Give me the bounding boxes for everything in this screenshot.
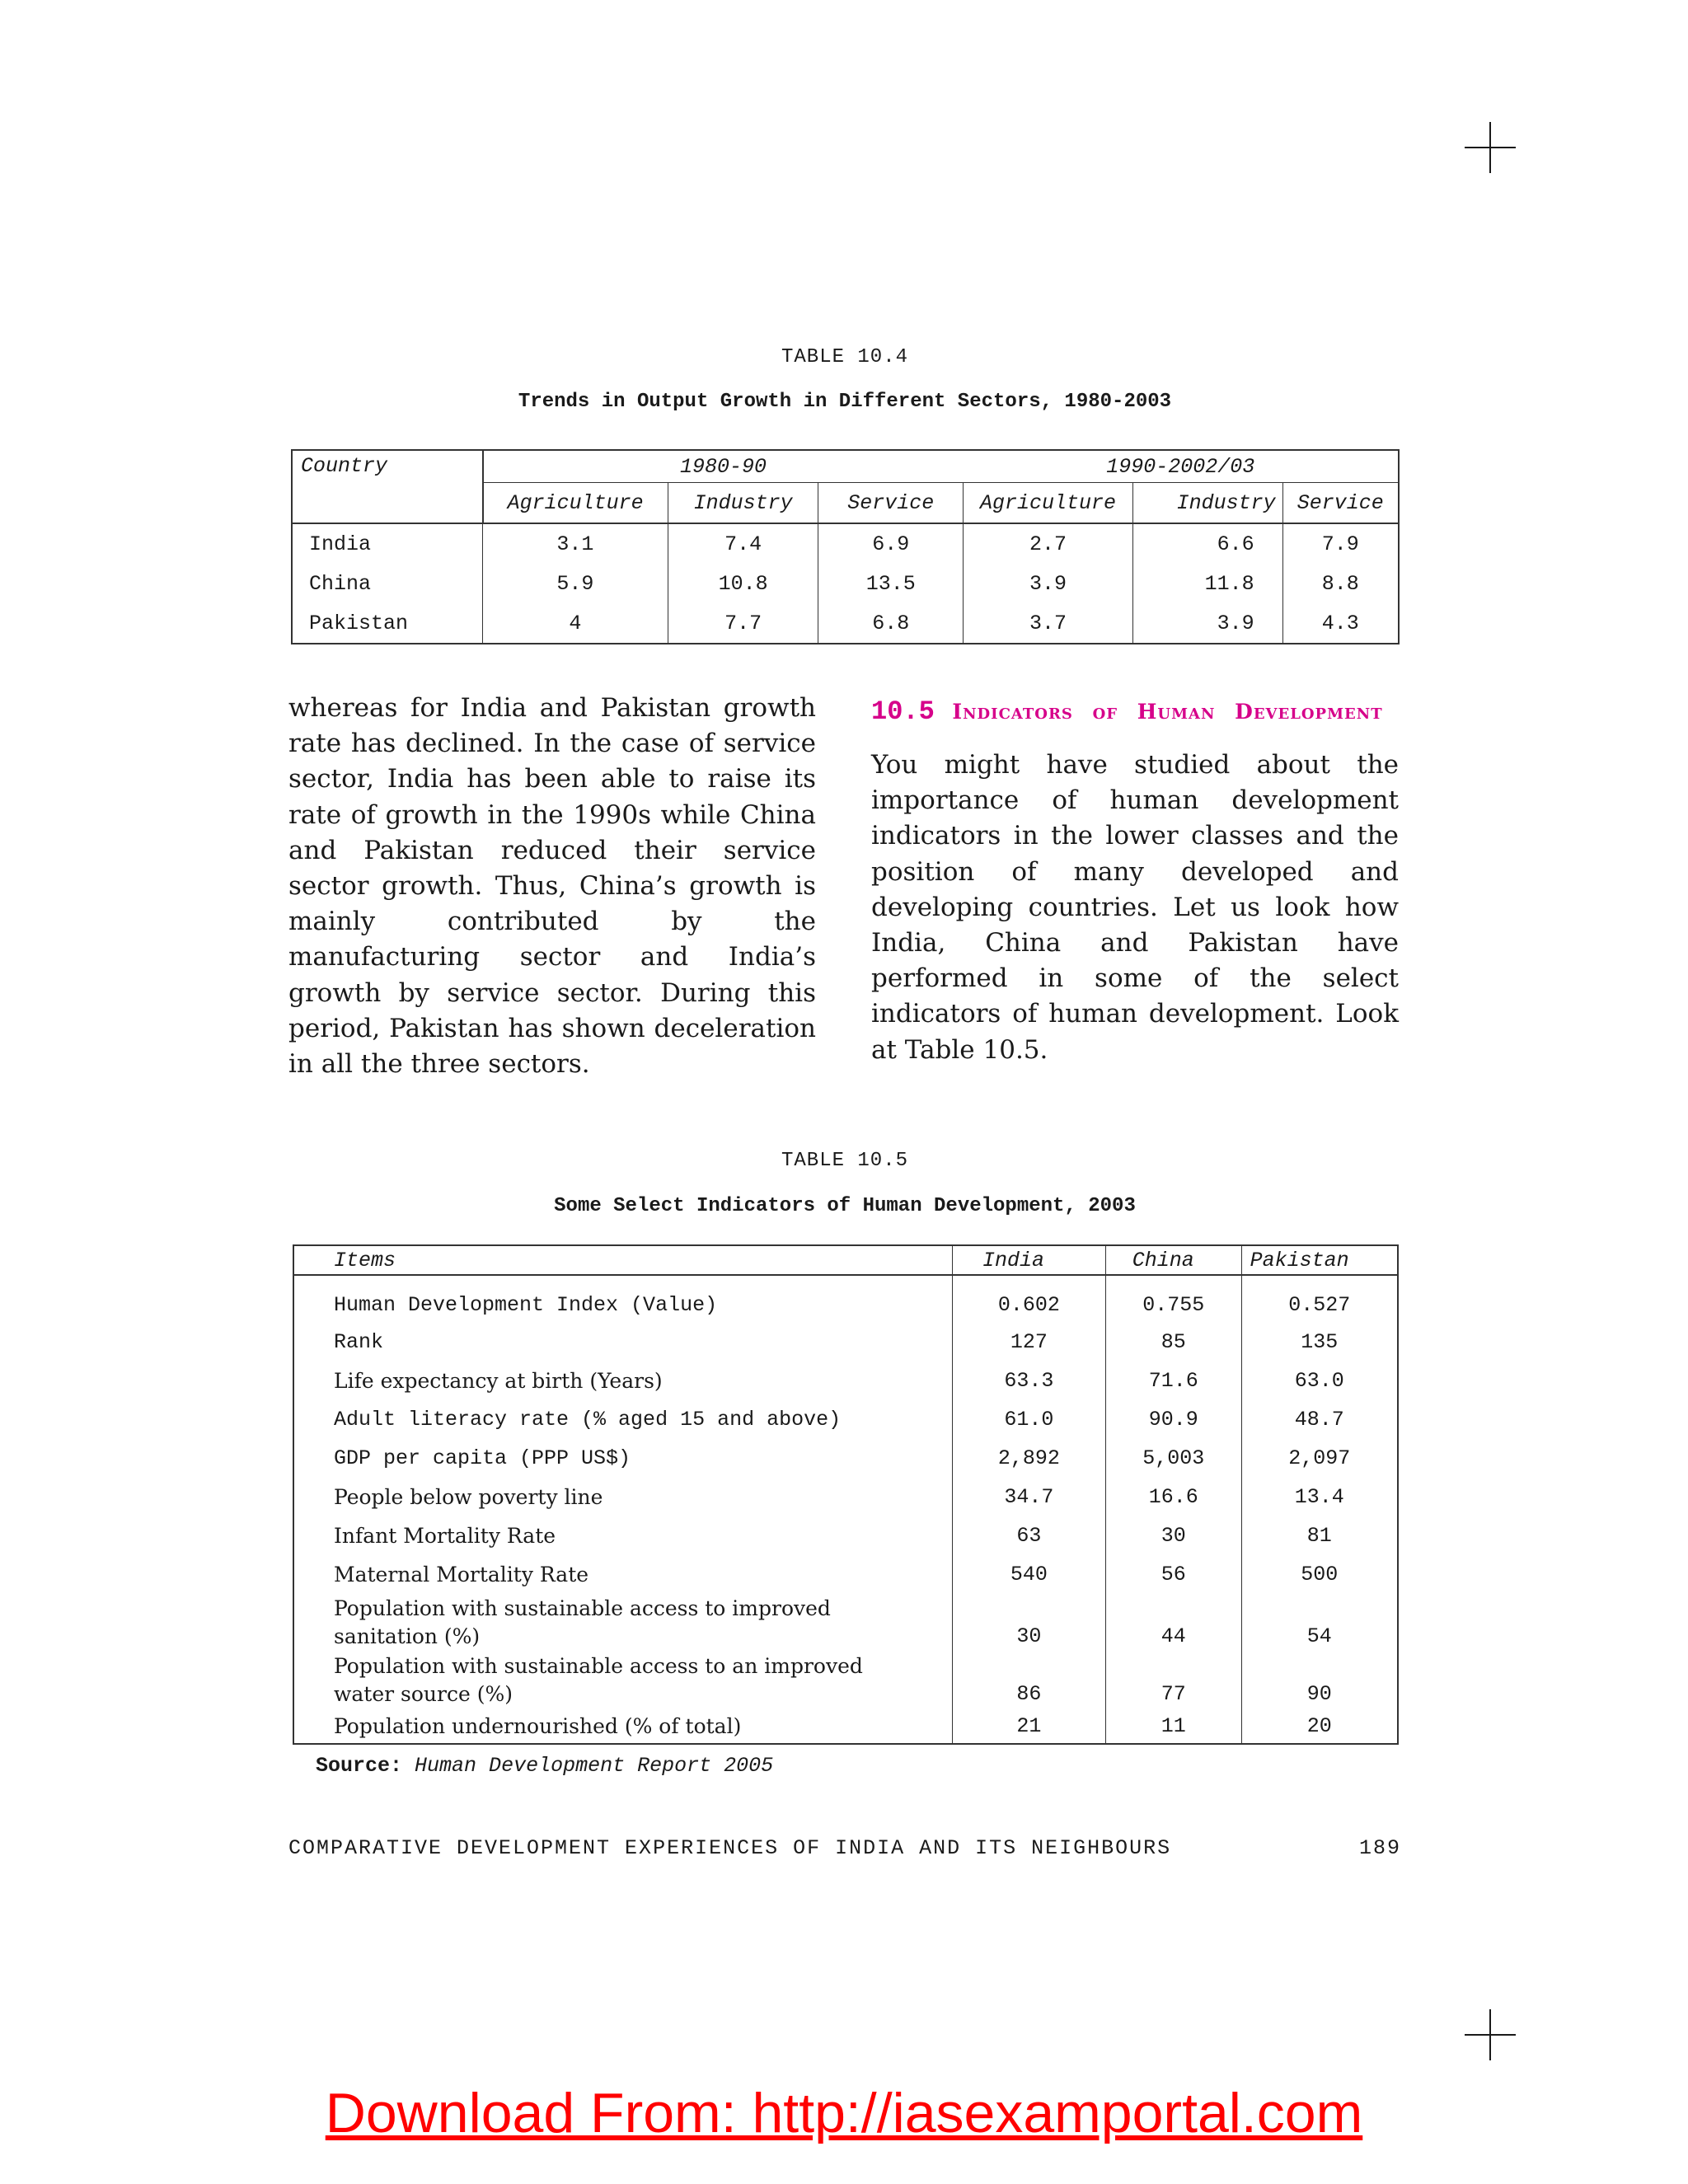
table-10-4-label: TABLE 10.4 [781,346,909,368]
table-row [292,603,1399,644]
china-value: 71.6 [1105,1361,1241,1400]
section-paragraph: You might have studied about the importance of human development indicators in the lower classes and the position of many developed and developing countries. Let us look how India, China and Pakistan have performed in some of the select indicators of human development. Look at Table 10.5. [871,750,1399,1065]
india-value: 540 [953,1555,1106,1594]
value-cell: 11.8 [1132,564,1282,603]
item-label: Population undernourished (% of total) [293,1709,953,1744]
value-cell: 10.8 [668,564,818,603]
table-row [293,1652,1398,1709]
item-label: Life expectancy at birth (Years) [293,1361,953,1400]
table-row [293,1439,1398,1478]
value-cell: 3.1 [483,523,668,564]
china-value: 5,003 [1105,1439,1241,1478]
value-cell: 7.9 [1321,532,1359,556]
value-cell: 4.3 [1321,611,1359,635]
period-header-1980-90: 1980-90 [680,454,767,479]
india-header: India [953,1245,1106,1275]
pakistan-value: 20 [1306,1714,1332,1738]
item-label: Population with sustainable access to an improved water source (%) [293,1652,953,1709]
table-row [293,1516,1398,1555]
pakistan-value: 63.0 [1294,1369,1344,1393]
table-10-4-title: Trends in Output Growth in Different Sectors, 1980-2003 [518,391,1172,413]
item-label: Maternal Mortality Rate [293,1555,953,1594]
value-cell: 4 [483,603,668,644]
download-link[interactable]: Download From: http://iasexamportal.com [325,2082,1363,2144]
items-header: Items [293,1245,953,1275]
pakistan-value: 500 [1301,1563,1339,1586]
page-number: 189 [1358,1836,1401,1860]
value-cell: 6.6 [1132,523,1282,564]
section-title: Indicators of Human Development [952,700,1383,724]
subheader-industry: Industry [668,483,818,524]
table-row [293,1594,1398,1652]
pakistan-value: 54 [1306,1624,1332,1648]
period-header-1990-2002: 1990-2002/03 [1106,454,1255,479]
left-column-paragraph: whereas for India and Pakistan growth rate has declined. In the case of service sector, India has been able to raise its rate of growth in the 1990s while China and Pakistan reduced their service sector growth. Thus, China’s growth is mainly contributed by the manufacturing sector and India’s growth by service sector. During this period, Pakistan has shown deceleration in all the three sectors. [288,693,816,1080]
section-heading [871,696,1399,727]
subheader-service: Service [1296,490,1384,515]
table-row [293,1323,1398,1361]
china-value: 16.6 [1105,1478,1241,1516]
pakistan-value: 13.4 [1294,1485,1344,1509]
china-value: 30 [1105,1516,1241,1555]
subheader-agriculture: Agriculture [483,483,668,524]
subheader-agriculture: Agriculture [964,483,1133,524]
item-label: Population with sustainable access to improved sanitation (%) [293,1594,953,1652]
source-label: Source: [316,1754,403,1778]
india-value: 63 [953,1516,1106,1555]
pakistan-value: 90 [1306,1682,1332,1706]
china-value: 44 [1105,1594,1241,1652]
item-label: People below poverty line [293,1478,953,1516]
value-cell: 8.8 [1321,571,1359,596]
table-row [293,1478,1398,1516]
item-label: Adult literacy rate (% aged 15 and above) [293,1400,953,1439]
subheader-industry: Industry [1132,483,1282,524]
pakistan-value: 2,097 [1288,1446,1351,1470]
india-value: 2,892 [953,1439,1106,1478]
value-cell: 7.7 [668,603,818,644]
india-value: 61.0 [953,1400,1106,1439]
india-value: 34.7 [953,1478,1106,1516]
china-value: 11 [1105,1709,1241,1744]
china-value: 0.755 [1105,1275,1241,1323]
running-title: COMPARATIVE DEVELOPMENT EXPERIENCES OF INDIA AND ITS NEIGHBOURS [288,1836,1172,1860]
value-cell: 3.7 [964,603,1133,644]
value-cell: 7.4 [668,523,818,564]
pakistan-value: 0.527 [1288,1292,1351,1317]
table-row [292,523,1399,564]
india-value: 21 [953,1709,1106,1744]
item-label: Human Development Index (Value) [293,1275,953,1323]
india-value: 63.3 [953,1361,1106,1400]
table-row [293,1555,1398,1594]
table-row [293,1361,1398,1400]
india-value: 30 [953,1594,1106,1652]
pakistan-value: 81 [1306,1524,1332,1548]
section-number: 10.5 [871,696,935,727]
table-10-5-title: Some Select Indicators of Human Development, 2003 [554,1195,1136,1217]
value-cell: 13.5 [818,564,964,603]
table-row [292,564,1399,603]
china-header: China [1105,1245,1241,1275]
table-10-5-label: TABLE 10.5 [781,1150,909,1172]
china-value: 90.9 [1105,1400,1241,1439]
page-footer [288,1836,1401,1860]
subheader-service: Service [818,483,964,524]
crop-mark-top [1465,122,1516,173]
value-cell: 5.9 [483,564,668,603]
item-label: Rank [293,1323,953,1361]
country-header: Country [292,450,483,523]
india-value: 0.602 [953,1275,1106,1323]
table-10-4 [291,449,1400,644]
pakistan-header: Pakistan [1250,1248,1349,1272]
crop-mark-bottom [1465,2009,1516,2060]
table-row [293,1400,1398,1439]
table-row [293,1709,1398,1744]
table-row [293,1275,1398,1323]
table-10-5 [293,1244,1399,1745]
value-cell: 6.8 [818,603,964,644]
country-cell: India [292,523,483,564]
china-value: 56 [1105,1555,1241,1594]
china-value: 77 [1105,1652,1241,1709]
source-text: Human Development Report 2005 [415,1754,774,1778]
india-value: 127 [953,1323,1106,1361]
country-cell: China [292,564,483,603]
country-cell: Pakistan [292,603,483,644]
india-value: 86 [953,1652,1106,1709]
pakistan-value: 48.7 [1294,1408,1344,1432]
pakistan-value: 135 [1301,1330,1339,1354]
item-label: Infant Mortality Rate [293,1516,953,1555]
table-source [316,1754,773,1778]
item-label: GDP per capita (PPP US$) [293,1439,953,1478]
value-cell: 2.7 [964,523,1133,564]
value-cell: 3.9 [1132,603,1282,644]
value-cell: 3.9 [964,564,1133,603]
value-cell: 6.9 [818,523,964,564]
china-value: 85 [1105,1323,1241,1361]
